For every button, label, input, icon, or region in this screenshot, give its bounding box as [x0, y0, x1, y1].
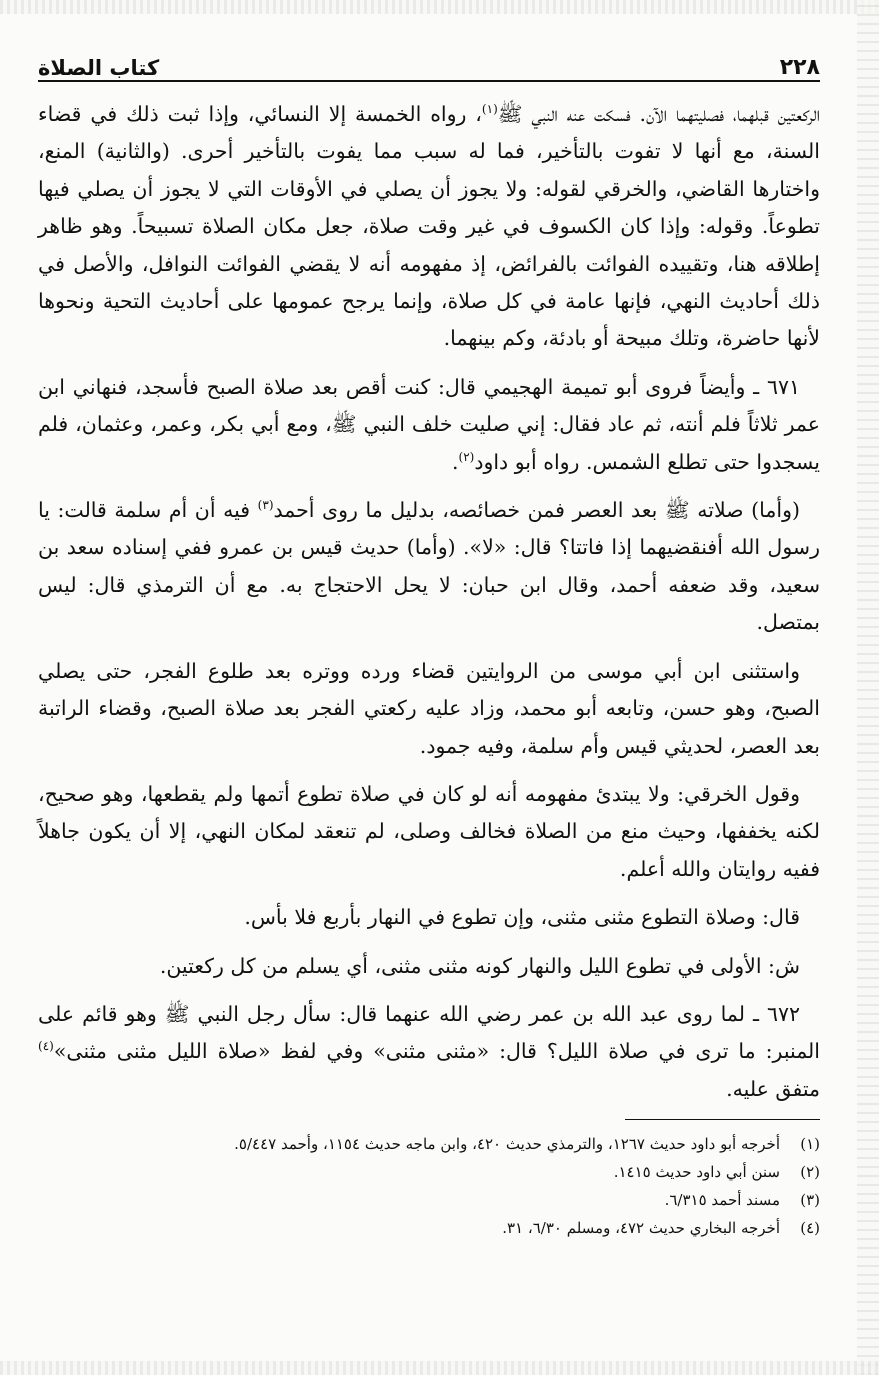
- scan-edge-top: [0, 0, 879, 14]
- paragraph-text: الركعتين قبلهما، فصليتهما الآن. فسكت عنه النبي ﷺ: [497, 102, 820, 126]
- paragraph-text: ٦٧٢ ـ لما روى عبد الله بن عمر رضي الله عنهما قال: سأل رجل النبي ﷺ وهو قائم على المنبر: ما ترى في صلاة الليل؟ قال: «مثنى مثنى» وفي لفظ «صلاة الليل مثنى مثنى»: [38, 1001, 820, 1064]
- paragraph: [38, 996, 820, 1108]
- paragraph: [38, 948, 820, 985]
- book-title: كتاب الصلاة: [38, 56, 160, 80]
- book-page: [38, 44, 820, 1242]
- paragraph-text-tail: .: [451, 449, 459, 474]
- paragraph-text-tail: ، رواه الخمسة إلا النسائي، وإذا ثبت ذلك في قضاء السنة، مع أنها لا تفوت بالتأخير، فما له سبب مما يفوت بالتأخير أحرى. (والثانية) المنع، واختارها القاضي، والخرقي لقوله: ولا يجوز أن يصلي في الأوقات التي لا يجوز أن يصلي فيها تطوعاً. وقوله: وإذا كان الكسوف في غير وقت صلاة، جعل مكان الصلاة تسبيحاً. وهو ظاهر إطلاقه هنا، وتقييده الفوائت بالفرائض، إذ مفهومه أنه لا يقضي الفوائت النوافل، والأصل في ذلك أحاديث النهي، فإنها عامة في كل صلاة، وإنما يرجح عمومها على أحاديث التحية ونحوها لأنها حاضرة، وتلك مبيحة أو بادئة، وكم بينهما.: [38, 102, 820, 351]
- running-header: [38, 44, 820, 82]
- footnote-text: أخرجه أبو داود حديث ١٢٦٧، والترمذي حديث ٤٢٠، وابن ماجه حديث ١١٥٤، وأحمد ٥/٤٤٧.: [234, 1135, 780, 1154]
- paragraph: [38, 369, 820, 481]
- scan-edge-right: [857, 0, 879, 1375]
- footnote-ref: (١): [481, 102, 498, 117]
- footnote-divider: [625, 1119, 820, 1120]
- paragraph: [38, 899, 820, 936]
- paragraph: [38, 96, 820, 358]
- paragraph-text: ش: الأولى في تطوع الليل والنهار كونه مثنى مثنى، أي يسلم من كل ركعتين.: [159, 953, 800, 978]
- footnote: [38, 1214, 820, 1242]
- footnote: [38, 1158, 820, 1186]
- footnote-ref: (٣): [257, 498, 274, 513]
- paragraph: [38, 653, 820, 765]
- paragraph-text-tail: متفق عليه.: [726, 1076, 820, 1101]
- paragraph-text: وقول الخرقي: ولا يبتدئ مفهومه أنه لو كان في صلاة تطوع أتمها ولم يقطعها، وهو صحيح، لكنه يخففها، وحيث منع من الصلاة فخالف وصلى، لم تنعقد لمكان النهي، إلا أن يكون جاهلاً ففيه روايتان والله أعلم.: [38, 781, 820, 881]
- paragraph: [38, 776, 820, 888]
- page-number: ٢٢٨: [779, 55, 820, 80]
- footnotes-list: [38, 1130, 820, 1242]
- footnote-text: أخرجه البخاري حديث ٤٧٢، ومسلم ٦/٣٠، ٣١.: [502, 1219, 780, 1238]
- footnote-number: (٣): [800, 1191, 820, 1210]
- footnote-text: سنن أبي داود حديث ١٤١٥.: [613, 1163, 780, 1182]
- footnote-number: (٤): [800, 1219, 820, 1238]
- paragraph-text: (وأما) صلاته ﷺ بعد العصر فمن خصائصه، بدليل ما روى أحمد: [273, 498, 800, 523]
- footnote-number: (٢): [800, 1163, 820, 1182]
- paragraph: [38, 492, 820, 642]
- footnote-ref: (٤): [38, 1039, 54, 1054]
- paragraph-text: قال: وصلاة التطوع مثنى مثنى، وإن تطوع في النهار بأربع فلا بأس.: [244, 905, 800, 930]
- footnote-text: مسند أحمد ٦/٣١٥.: [664, 1191, 780, 1210]
- paragraph-text-tail: فيه أن أم سلمة قالت: يا رسول الله أفنقضيهما إذا فاتتا؟ قال: «لا». (وأما) حديث قيس بن عمرو ففي إسناده سعد بن سعيد، وقد ضعفه أحمد، وقال ابن حبان: لا يحل الاحتجاج به. مع أن الترمذي قال: ليس بمتصل.: [38, 498, 820, 635]
- footnote: [38, 1130, 820, 1158]
- footnote-ref: (٢): [458, 449, 475, 464]
- footnote: [38, 1186, 820, 1214]
- page-body: [38, 96, 820, 1242]
- footnote-number: (١): [800, 1135, 820, 1154]
- scan-edge-bottom: [0, 1361, 879, 1375]
- paragraph-text: واستثنى ابن أبي موسى من الروايتين قضاء ورده ووتره بعد طلوع الفجر، حتى يصلي الصبح، وهو حسن، وتابعه أبو محمد، وزاد عليه ركعتي الفجر بعد صلاة الصبح، وقضاء الراتبة بعد العصر، لحديثي قيس وأم سلمة، وفيه جمود.: [38, 658, 820, 758]
- paragraph-text: ٦٧١ ـ وأيضاً فروى أبو تميمة الهجيمي قال: كنت أقص بعد صلاة الصبح فأسجد، فنهاني ابن عمر ثلاثاً فلم أنته، ثم عاد فقال: إني صليت خلف النبي ﷺ، ومع أبي بكر، وعمر، وعثمان، فلم يسجدوا حتى تطلع الشمس. رواه أبو داود: [38, 374, 820, 474]
